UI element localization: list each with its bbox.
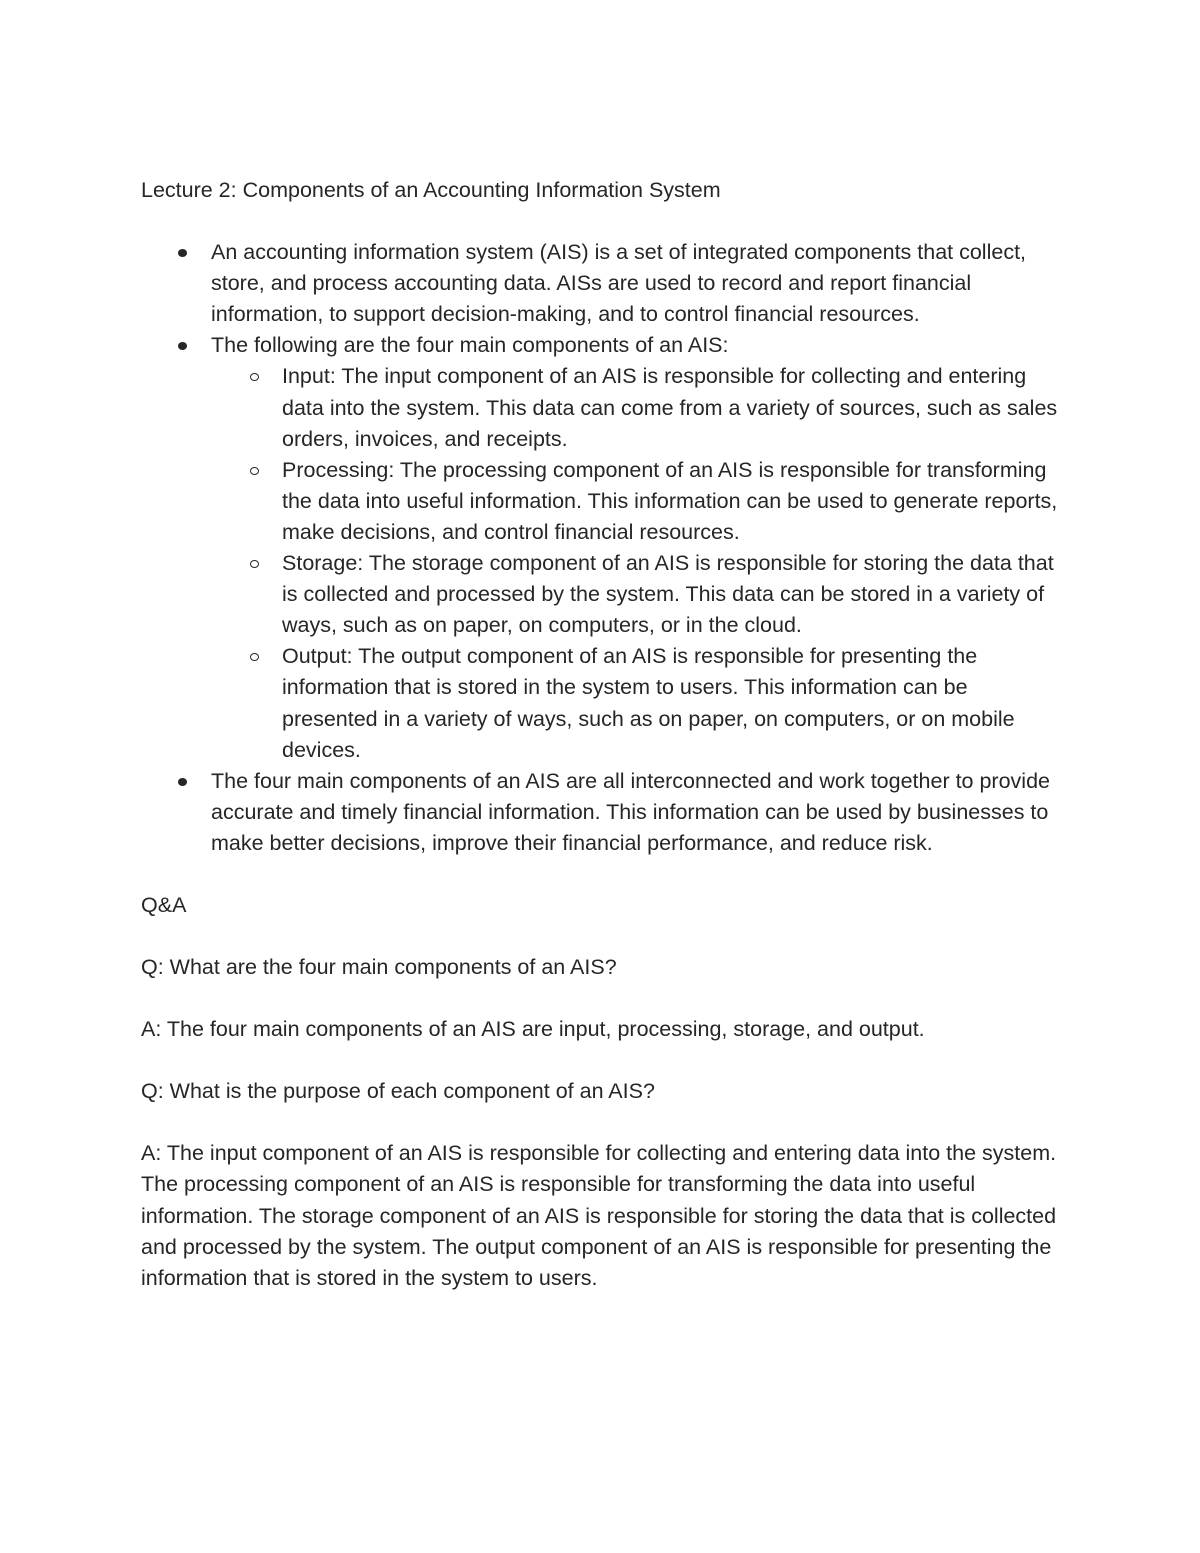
- spacer: [141, 859, 1066, 890]
- bullet-text: The following are the four main components of an AIS:: [211, 333, 729, 358]
- hollow-bullet-icon: [250, 373, 259, 381]
- sub-bullet-text: Output: The output component of an AIS is responsible for presenting the information that is stored in the system to users. This information can be presented in a variety of ways, such as on paper, on computers, or on mobile devices.: [282, 644, 1015, 762]
- spacer: [141, 921, 1066, 952]
- filled-bullet-icon: [178, 249, 187, 257]
- question-1: Q: What are the four main components of an AIS?: [141, 955, 617, 980]
- document-title: Lecture 2: Components of an Accounting Information System: [141, 178, 721, 202]
- sub-bullet-text: Storage: The storage component of an AIS is responsible for storing the data that is collected and processed by the system. This data can be stored in a variety of ways, such as on paper, on computers, or in the cloud.: [282, 551, 1054, 638]
- sub-bullet-text: Input: The input component of an AIS is responsible for collecting and entering data into the system. This data can come from a variety of sources, such as sales orders, invoices, and receipts.: [282, 364, 1058, 451]
- filled-bullet-icon: [178, 342, 187, 350]
- sub-bullet-item-input: [282, 361, 1066, 454]
- qa-heading: Q&A: [141, 892, 187, 917]
- bullet-item-ais-definition: [211, 237, 1066, 330]
- hollow-bullet-icon: [250, 467, 259, 475]
- question-2: Q: What is the purpose of each component of an AIS?: [141, 1079, 655, 1104]
- sub-bullet-item-output: [282, 641, 1066, 765]
- spacer: [141, 1045, 1066, 1076]
- spacer: [141, 983, 1066, 1014]
- main-bullet-list: [141, 237, 1066, 859]
- document-page: [141, 175, 1066, 1294]
- bullet-item-interconnected: [211, 766, 1066, 859]
- answer-1: A: The four main components of an AIS are input, processing, storage, and output.: [141, 1017, 925, 1042]
- filled-bullet-icon: [178, 778, 187, 786]
- sub-bullet-item-storage: [282, 548, 1066, 641]
- bullet-item-components-intro: [211, 330, 1066, 765]
- hollow-bullet-icon: [250, 653, 259, 661]
- sub-bullet-list: [211, 361, 1066, 765]
- bullet-text: The four main components of an AIS are all interconnected and work together to provide accurate and timely financial information. This information can be used by businesses to make better decisions, improve their financial performance, and reduce risk.: [211, 768, 1050, 855]
- answer-2: A: The input component of an AIS is responsible for collecting and entering data into the system. The processing component of an AIS is responsible for transforming the data into useful information. The storage component of an AIS is responsible for storing the data that is collected and processed by the system. The output component of an AIS is responsible for presenting the information that is stored in the system to users.: [141, 1141, 1057, 1290]
- sub-bullet-text: Processing: The processing component of an AIS is responsible for transforming the data into useful information. This information can be used to generate reports, make decisions, and control financial resources.: [282, 457, 1058, 544]
- bullet-text: An accounting information system (AIS) is a set of integrated components that collect, store, and process accounting data. AISs are used to record and report financial information, to support decision-making, and to control financial resources.: [211, 240, 1027, 327]
- hollow-bullet-icon: [250, 560, 259, 568]
- spacer: [141, 1107, 1066, 1138]
- spacer: [141, 206, 1066, 237]
- sub-bullet-item-processing: [282, 455, 1066, 548]
